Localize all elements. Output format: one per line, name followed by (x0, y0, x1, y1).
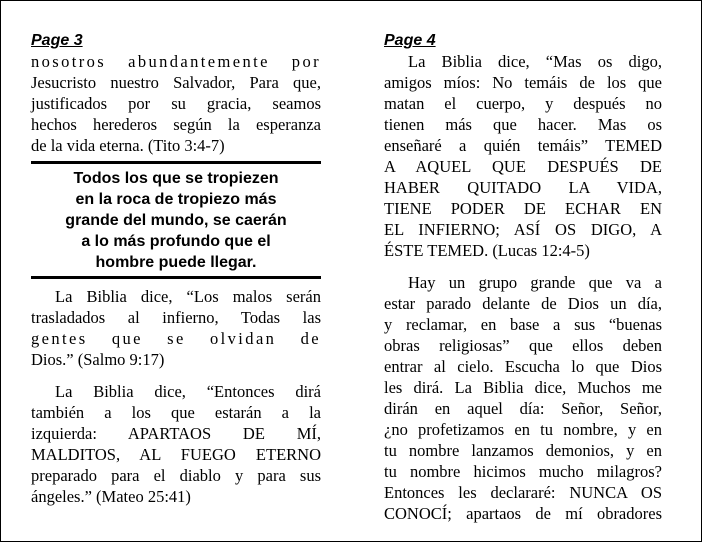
text-line: A AQUEL QUE DESPUÉS DE (384, 157, 662, 176)
religious-works-paragraph (384, 272, 662, 524)
text-line: La Biblia dice, “Entonces dirá (55, 382, 321, 401)
callout-line: en la roca de tropiezo más (75, 191, 277, 208)
text-line: entrar al cielo. Escucha lo que Dios (384, 357, 662, 376)
text-line: trasladados al infierno, Todas las (31, 308, 321, 327)
page-4-label: Page 4 (384, 32, 436, 49)
page-3-column (31, 31, 321, 507)
text-line: Entonces les declararé: NUNCA OS (384, 483, 662, 502)
text-line: ángeles.” (Mateo 25:41) (31, 487, 191, 506)
psalm-paragraph (31, 286, 321, 370)
text-line: tu nombre lanzamos demonios, y en (384, 441, 662, 460)
text-line: gentes que se olvidan de (31, 329, 321, 348)
luke-paragraph (384, 51, 662, 261)
text-line: izquierda: APARTAOS DE MÍ, (31, 424, 321, 443)
text-line: EL INFIERNO; ASÍ OS DIGO, A (384, 220, 662, 239)
text-line: Jesucristo nuestro Salvador, Para que, (31, 73, 321, 92)
text-line: estar parado delante de Dios un día, (384, 294, 662, 313)
callout-line: Todos los que se tropiezen (73, 170, 279, 187)
text-line: obras religiosas” que ellos deben (384, 336, 662, 355)
text-line: HABER QUITADO LA VIDA, (384, 178, 662, 197)
text-line: tu nombre hicimos mucho milagros? (384, 462, 662, 481)
text-line: les dirá. La Biblia dice, Muchos me (384, 378, 662, 397)
text-line: dirán en aquel día: Señor, Señor, (384, 399, 662, 418)
page-4-column (384, 31, 662, 524)
text-line: nosotros abundantemente por (31, 52, 321, 71)
text-line: ÉSTE TEMED. (Lucas 12:4-5) (384, 241, 590, 260)
text-line: preparado para el diablo y para sus (31, 466, 321, 485)
text-line: La Biblia dice, “Los malos serán (55, 287, 321, 306)
callout-box (31, 161, 321, 279)
text-line: TIENE PODER DE ECHAR EN (384, 199, 662, 218)
text-line: hechos herederos según la esperanza (31, 115, 321, 134)
text-line: Dios.” (Salmo 9:17) (31, 350, 165, 369)
matthew-paragraph (31, 381, 321, 507)
callout-line: hombre puede llegar. (95, 254, 257, 271)
text-line: La Biblia dice, “Mas os digo, (408, 52, 662, 71)
callout-line: a lo más profundo que el (81, 233, 271, 250)
text-line: CONOCÍ; apartaos de mí obradores (384, 504, 662, 523)
intro-paragraph (31, 51, 321, 156)
text-line: ¿no profetizamos en tu nombre, y en (384, 420, 662, 439)
text-line: MALDITOS, AL FUEGO ETERNO (31, 445, 321, 464)
text-line: de la vida eterna. (Tito 3:4-7) (31, 136, 225, 155)
text-line: también a los que estarán a la (31, 403, 321, 422)
text-line: matan el cuerpo, y después no (384, 94, 662, 113)
text-line: enseñaré a quién temáis” TEMED (384, 136, 662, 155)
page-3-label: Page 3 (31, 32, 83, 49)
text-line: Hay un grupo grande que va a (408, 273, 662, 292)
text-line: justificados por su gracia, seamos (31, 94, 321, 113)
text-line: tienen más que hacer. Mas os (384, 115, 662, 134)
text-line: y reclamar, en base a sus “buenas (384, 315, 662, 334)
text-line: amigos míos: No temáis de los que (384, 73, 662, 92)
callout-line: grande del mundo, se caerán (65, 212, 287, 229)
